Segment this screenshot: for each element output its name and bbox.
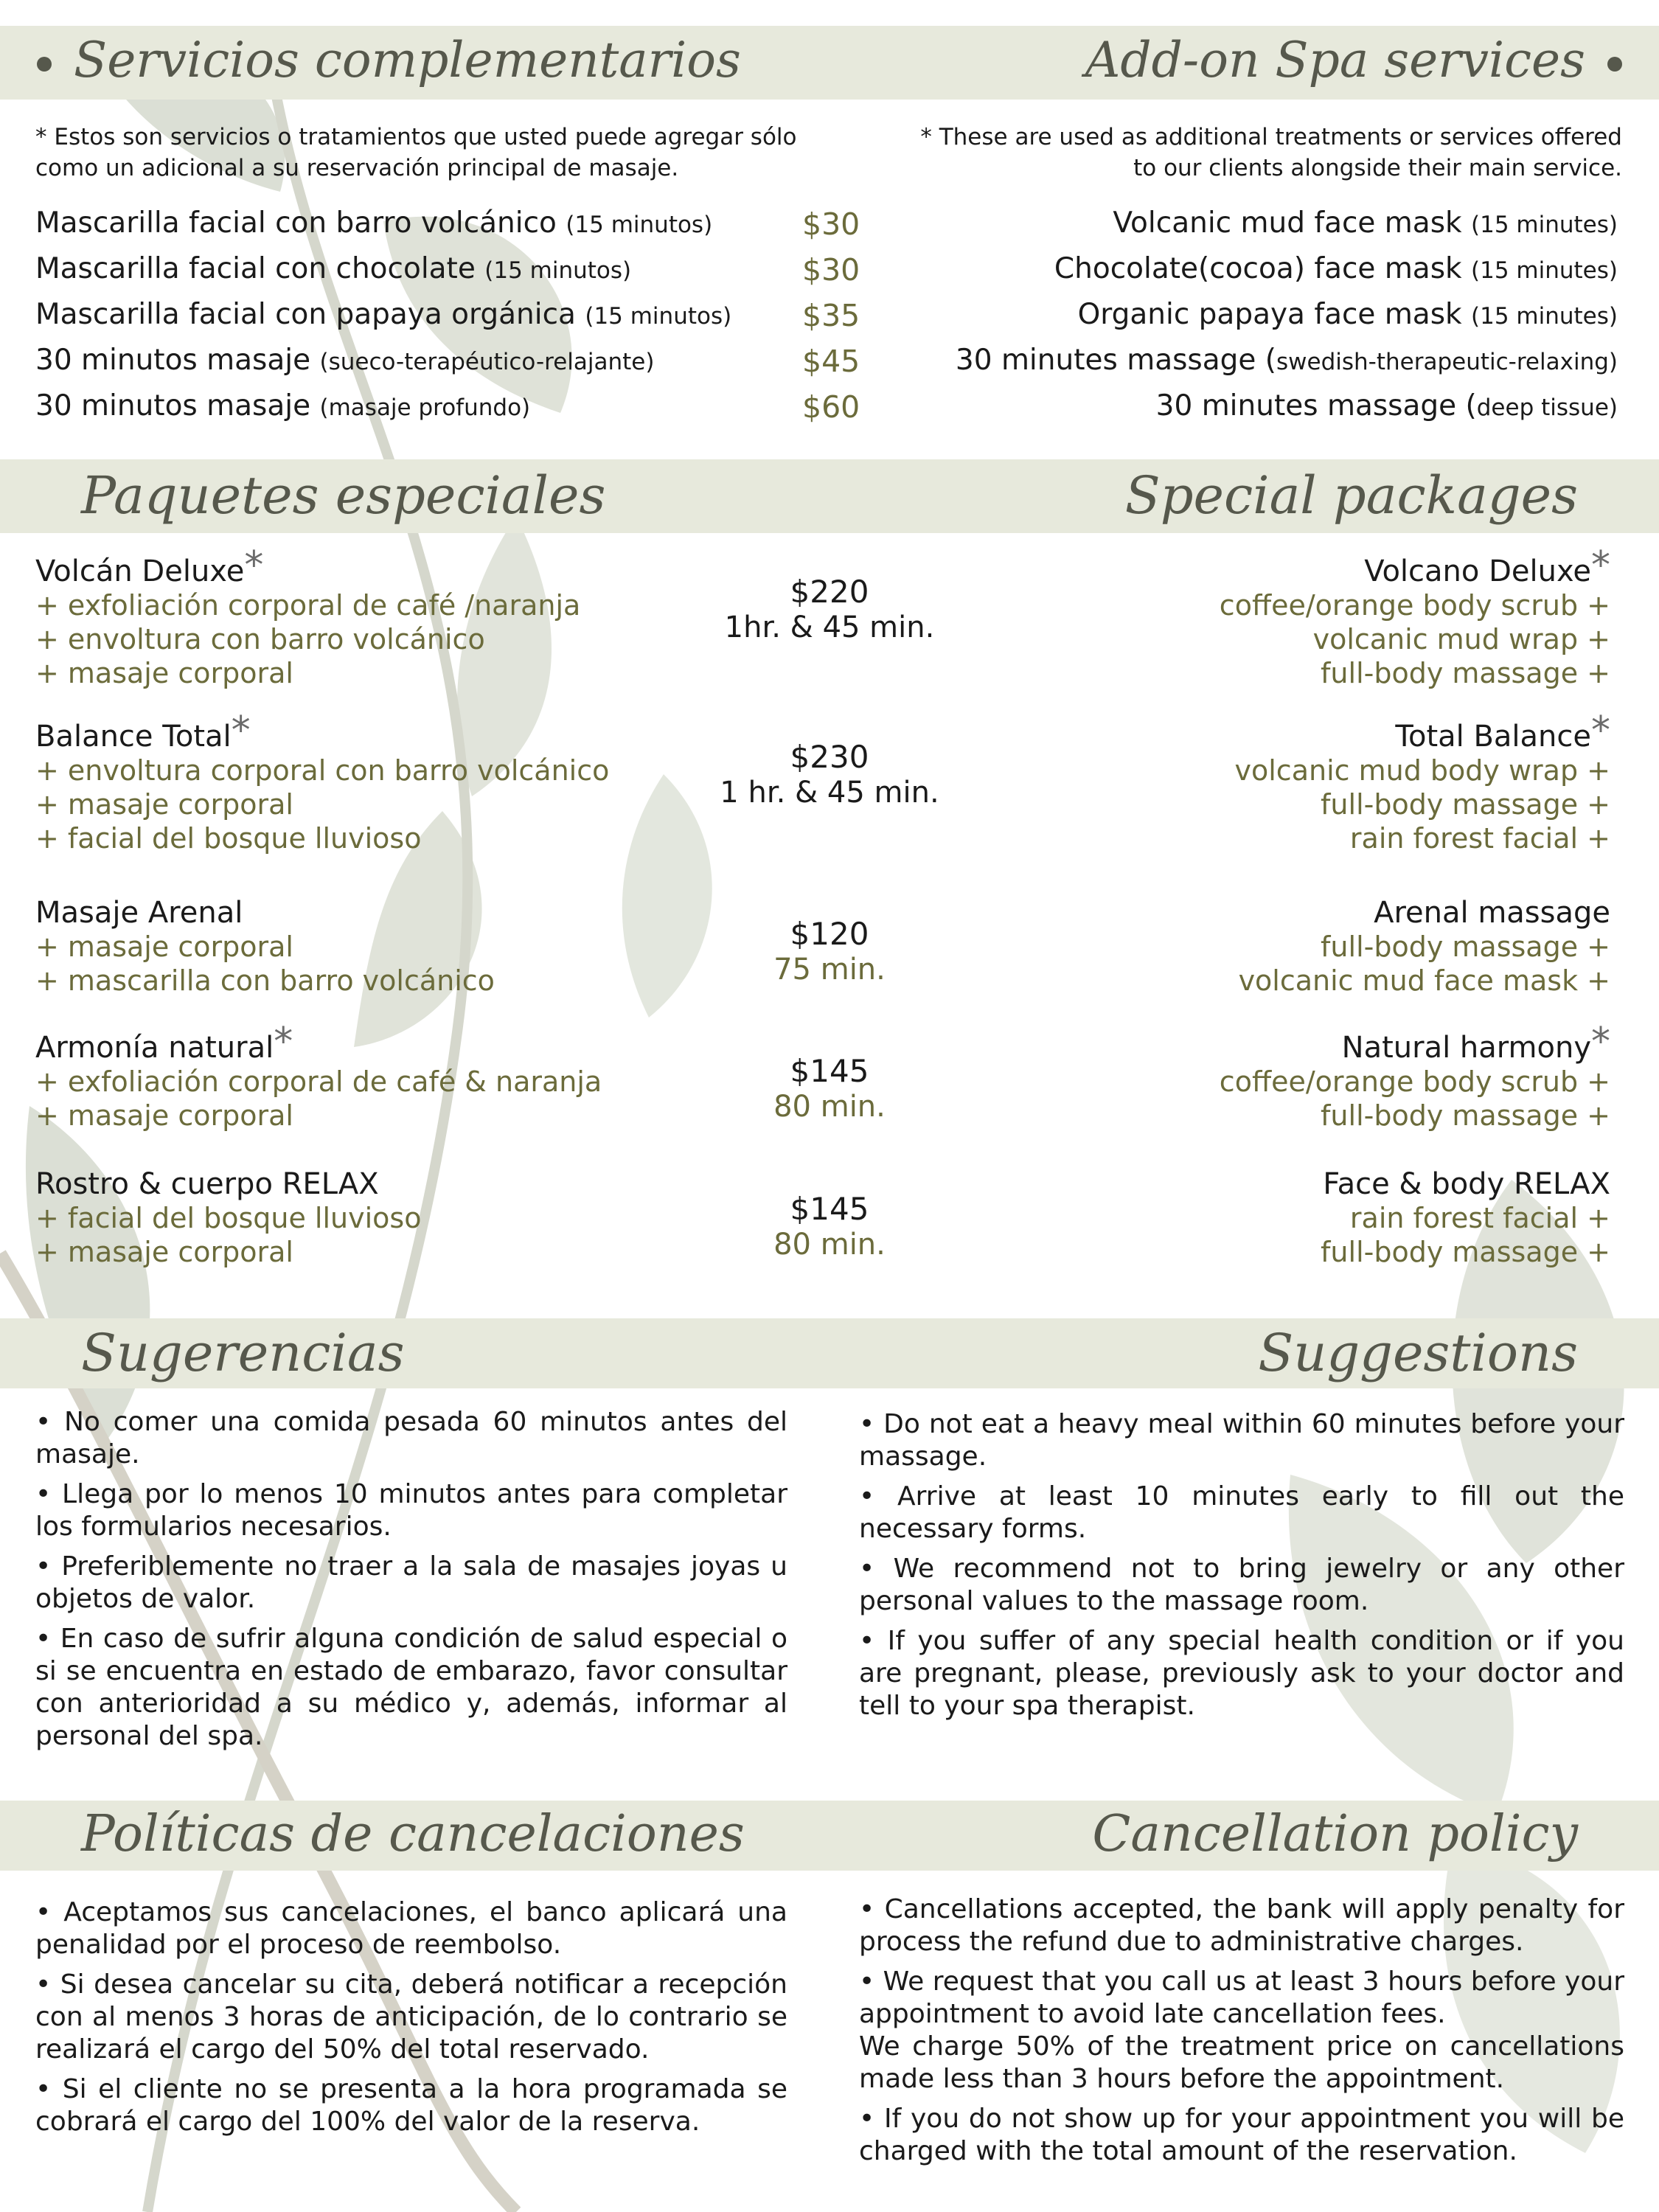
addon-en-name: 30 minutes massage ( (1155, 389, 1477, 422)
package-name-en: Natural harmony (1341, 1031, 1591, 1065)
package-name-es: Balance Total (35, 720, 232, 754)
addon-note-es-line-2: como un adicional a su reservación principal de masaje. (35, 155, 679, 181)
addon-header-band (0, 26, 1659, 100)
package-duration: 80 min. (773, 1228, 886, 1262)
package-item-en: full-body massage + (1321, 1099, 1610, 1132)
package-item-es: + masaje corporal (35, 657, 293, 689)
package-item-es: + masaje corporal (35, 931, 293, 963)
package-duration: 1 hr. & 45 min. (720, 776, 939, 810)
addon-note-en (811, 122, 1622, 184)
suggestions-title-en: Suggestions (1258, 1323, 1578, 1383)
addon-es-name: Mascarilla facial con chocolate (35, 252, 485, 285)
addon-en-item (1078, 298, 1618, 331)
package-item-es: + facial del bosque lluvioso (35, 822, 422, 855)
package-item-en: full-body massage + (1321, 1236, 1610, 1268)
package-duration: 1hr. & 45 min. (724, 611, 935, 644)
asterisk-mark: * (1591, 709, 1610, 753)
package-item-en: full-body massage + (1321, 931, 1610, 963)
cancellation-es (35, 1896, 787, 2146)
package-item-es: + masaje corporal (35, 1099, 293, 1132)
addon-en-name: Organic papaya face mask (1077, 298, 1472, 331)
cancellation-item-es: • Si el cliente no se presenta a la hora programada se cobrará el cargo del 100% del valor de la reserva. (35, 2074, 787, 2137)
packages-title-es: Paquetes especiales (81, 465, 606, 526)
package-price-amount: $120 (790, 916, 869, 952)
package-price-amount: $220 (790, 574, 869, 610)
addon-en-detail: (15 minutes) (1471, 303, 1618, 330)
cancellation-item-en: • We request that you call us at least 3 hours before your appointment to avoid late cancellation fees. (859, 1966, 1624, 2029)
cancellation-header-band (0, 1801, 1659, 1871)
package-price-amount: $230 (790, 739, 869, 775)
addon-en-detail: swedish-therapeutic-relaxing) (1276, 349, 1618, 375)
package-name-en: Face & body RELAX (1323, 1167, 1610, 1201)
addon-en-name: Volcanic mud face mask (1113, 206, 1472, 240)
package-item-en: volcanic mud body wrap + (1234, 754, 1610, 787)
package-price (682, 739, 977, 810)
addon-note-en-line-2: to our clients alongside their main service. (1133, 155, 1622, 181)
addon-en-item (1054, 252, 1618, 285)
suggestion-item-es: • En caso de sufrir alguna condición de salud especial o si se encuentra en estado de embarazo, favor consultar con anterioridad a su médico y, además, informar al personal del spa. (35, 1624, 787, 1751)
addon-en-name: Chocolate(cocoa) face mask (1054, 252, 1472, 285)
addon-note-en-line-1: * These are used as additional treatments or services offered (920, 124, 1622, 150)
package-price-amount: $145 (790, 1053, 869, 1089)
bullet-dot-left (37, 57, 52, 72)
suggestion-item-en: • We recommend not to bring jewelry or any other personal values to the massage room. (859, 1554, 1624, 1616)
cancellation-item-en: • Cancellations accepted, the bank will apply penalty for process the refund due to administrative charges. (859, 1894, 1624, 1957)
package-name-en: Total Balance (1395, 720, 1591, 754)
package-en (1321, 1167, 1610, 1269)
packages-header-band (0, 459, 1659, 533)
package-item-en: full-body massage + (1321, 657, 1610, 689)
addon-en-name: 30 minutes massage ( (955, 344, 1276, 377)
package-en (1219, 1020, 1610, 1133)
asterisk-mark: * (244, 543, 264, 588)
addon-price: $30 (802, 252, 860, 288)
addon-es-item (35, 389, 530, 422)
package-name-es: Rostro & cuerpo RELAX (35, 1167, 379, 1201)
addon-es-name: 30 minutos masaje (35, 344, 320, 377)
addon-title-es: Servicios complementarios (74, 32, 741, 88)
asterisk-mark: * (231, 709, 251, 753)
package-item-es: + facial del bosque lluvioso (35, 1202, 422, 1234)
package-item-es: + masaje corporal (35, 788, 293, 821)
suggestions-title-es: Sugerencias (81, 1323, 405, 1383)
package-es (35, 709, 610, 855)
cancellation-title-es: Políticas de cancelaciones (81, 1805, 745, 1863)
asterisk-mark: * (274, 1020, 293, 1064)
package-name-es: Masaje Arenal (35, 896, 243, 930)
package-es (35, 543, 581, 690)
package-price (682, 1053, 977, 1124)
addon-es-detail: (15 minutos) (585, 303, 732, 330)
addon-title-en: Add-on Spa services (1085, 32, 1585, 88)
addon-en-detail: (15 minutes) (1471, 257, 1618, 284)
package-item-en: coffee/orange body scrub + (1219, 1065, 1610, 1098)
package-item-en: rain forest facial + (1349, 1202, 1610, 1234)
cancellation-item-en: • If you do not show up for your appointment you will be charged with the total amount of the reservation. (859, 2104, 1624, 2166)
package-item-es: + envoltura con barro volcánico (35, 623, 485, 655)
package-name-en: Arenal massage (1374, 896, 1610, 930)
addon-price: $30 (802, 206, 860, 242)
addon-en-detail: deep tissue) (1476, 394, 1618, 421)
package-en (1219, 543, 1610, 690)
package-en (1234, 709, 1610, 855)
package-item-es: + masaje corporal (35, 1236, 293, 1268)
suggestions-header-band (0, 1318, 1659, 1388)
asterisk-mark: * (1591, 1020, 1610, 1064)
addon-price: $35 (802, 298, 860, 333)
addon-note-es-line-1: * Estos son servicios o tratamientos que usted puede agregar sólo (35, 124, 797, 150)
package-es (35, 1020, 602, 1133)
package-es (35, 1167, 421, 1269)
package-item-en: volcanic mud wrap + (1312, 623, 1610, 655)
addon-en-detail: (15 minutes) (1471, 212, 1618, 238)
suggestion-item-en: • Do not eat a heavy meal within 60 minutes before your massage. (859, 1409, 1624, 1472)
addon-es-item (35, 298, 731, 331)
packages-title-en: Special packages (1124, 465, 1578, 526)
addon-en-item (1113, 206, 1618, 240)
addon-price: $60 (802, 389, 860, 425)
package-item-en: coffee/orange body scrub + (1219, 589, 1610, 622)
addon-es-detail: (15 minutos) (566, 212, 713, 238)
package-item-en: full-body massage + (1321, 788, 1610, 821)
addon-es-item (35, 206, 712, 240)
addon-price: $45 (802, 344, 860, 379)
package-item-en: volcanic mud face mask + (1238, 964, 1610, 997)
package-price (682, 916, 977, 987)
package-price (682, 1191, 977, 1262)
cancellation-en (859, 1893, 1624, 2175)
cancellation-item-es: • Si desea cancelar su cita, deberá notificar a recepción con al menos 3 horas de anticipación, de lo contrario se realizará el cargo del 50% del total reservado. (35, 1969, 787, 2065)
package-name-en: Volcano Deluxe (1364, 554, 1591, 588)
suggestion-item-en: • If you suffer of any special health condition or if you are pregnant, please, previously ask to your doctor and tell to your spa therapist. (859, 1626, 1624, 1721)
suggestion-item-es: • Llega por lo menos 10 minutos antes para completar los formularios necesarios. (35, 1479, 787, 1542)
addon-note-es (35, 122, 846, 184)
addon-es-name: Mascarilla facial con barro volcánico (35, 206, 566, 240)
package-item-es: + mascarilla con barro volcánico (35, 964, 495, 997)
package-price-amount: $145 (790, 1191, 869, 1227)
asterisk-mark: * (1591, 543, 1610, 588)
package-en (1239, 896, 1610, 998)
addon-es-detail: (masaje profundo) (319, 394, 531, 421)
addon-es-item (35, 344, 654, 377)
suggestion-item-en: • Arrive at least 10 minutes early to fill out the necessary forms. (859, 1481, 1624, 1544)
package-es (35, 896, 495, 998)
package-duration: 75 min. (773, 953, 886, 987)
addon-es-name: 30 minutos masaje (35, 389, 320, 422)
package-item-es: + exfoliación corporal de café /naranja (35, 589, 581, 622)
addon-en-item (1156, 389, 1618, 422)
suggestion-item-es: • No comer una comida pesada 60 minutos antes del masaje. (35, 1407, 787, 1470)
package-name-es: Volcán Deluxe (35, 554, 245, 588)
package-price (682, 574, 977, 644)
addon-es-item (35, 252, 631, 285)
addon-es-detail: (sueco-terapéutico-relajante) (319, 349, 655, 375)
cancellation-item-es: • Aceptamos sus cancelaciones, el banco aplicará una penalidad por el proceso de reembolso. (35, 1897, 787, 1960)
addon-es-name: Mascarilla facial con papaya orgánica (35, 298, 585, 331)
cancellation-item-en: We charge 50% of the treatment price on cancellations made less than 3 hours before the appointment. (859, 2031, 1624, 2094)
package-name-es: Armonía natural (35, 1031, 274, 1065)
suggestion-item-es: • Preferiblemente no traer a la sala de masajes joyas u objetos de valor. (35, 1551, 787, 1614)
package-duration: 80 min. (773, 1090, 886, 1124)
addon-en-item (956, 344, 1618, 377)
package-item-es: + envoltura corporal con barro volcánico (35, 754, 610, 787)
package-item-en: rain forest facial + (1349, 822, 1610, 855)
suggestions-en (859, 1408, 1624, 1730)
addon-es-detail: (15 minutos) (484, 257, 632, 284)
cancellation-title-en: Cancellation policy (1092, 1805, 1578, 1863)
package-item-es: + exfoliación corporal de café & naranja (35, 1065, 602, 1098)
suggestions-es (35, 1406, 787, 1760)
bullet-dot-right (1607, 57, 1622, 72)
